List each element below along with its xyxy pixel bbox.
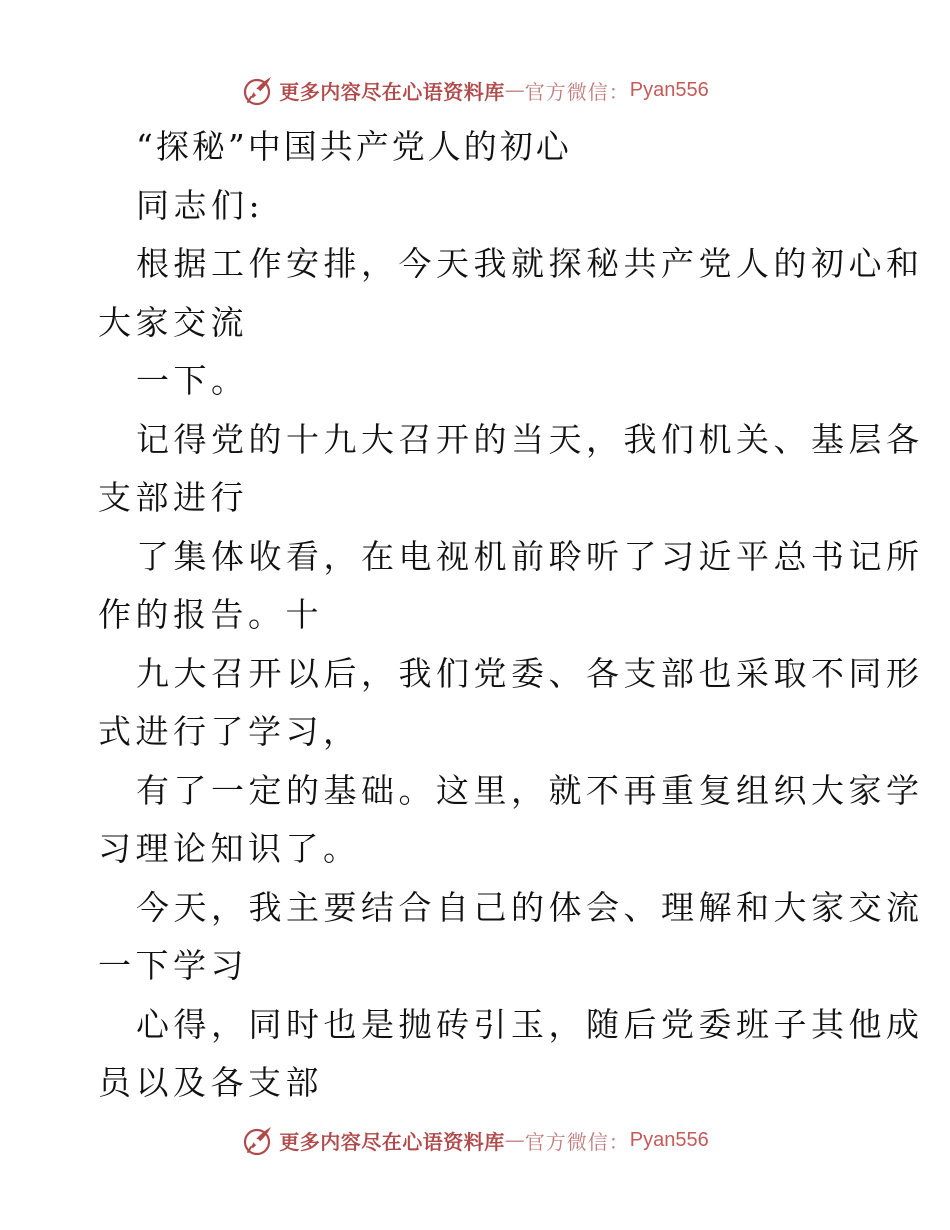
watermark-dash: —	[504, 78, 525, 102]
feather-pen-seal-icon	[241, 73, 275, 107]
watermark-label: 官方微信：	[524, 1129, 630, 1154]
text-line: 一下学习	[98, 946, 248, 985]
text-line: 支部进行	[98, 478, 248, 517]
watermark-dash: —	[504, 1128, 525, 1152]
document-title: “探秘”中国共产党人的初心	[136, 127, 572, 166]
text-line: 今天，我主要结合自己的体会、理解和大家交流	[136, 887, 924, 927]
footer-watermark	[0, 1120, 950, 1160]
text-line: 心得，同时也是抛砖引玉，随后党委班子其他成	[136, 1004, 924, 1044]
watermark-label: 官方微信：	[524, 79, 630, 104]
text-line: 式进行了学习，	[98, 712, 361, 751]
text-line: 一下。	[136, 361, 249, 400]
text-line: 有了一定的基础。这里，就不再重复组织大家学	[136, 770, 924, 810]
salutation: 同志们:	[136, 185, 265, 225]
watermark-wechat-id: Pyan556	[629, 1128, 709, 1151]
text-line: 习理论知识了。	[98, 829, 361, 868]
text-line: 记得党的十九大召开的当天，我们机关、基层各	[136, 419, 924, 459]
text-line: 九大召开以后，我们党委、各支部也采取不同形	[136, 653, 924, 693]
watermark-text: 更多内容尽在心语资料库	[279, 79, 505, 104]
document-body	[98, 118, 924, 1113]
text-line: 作的报告。十	[98, 595, 323, 634]
watermark-text: 更多内容尽在心语资料库	[279, 1129, 505, 1154]
text-line: 大家交流	[98, 302, 248, 342]
text-line: 了集体收看，在电视机前聆听了习近平总书记所	[136, 536, 924, 576]
header-watermark	[0, 70, 950, 110]
watermark-wechat-id: Pyan556	[629, 78, 709, 101]
feather-pen-seal-icon	[241, 1123, 275, 1157]
text-line: 根据工作安排，今天我就探秘共产党人的初心和	[136, 244, 924, 283]
text-line: 员以及各支部	[98, 1063, 323, 1102]
